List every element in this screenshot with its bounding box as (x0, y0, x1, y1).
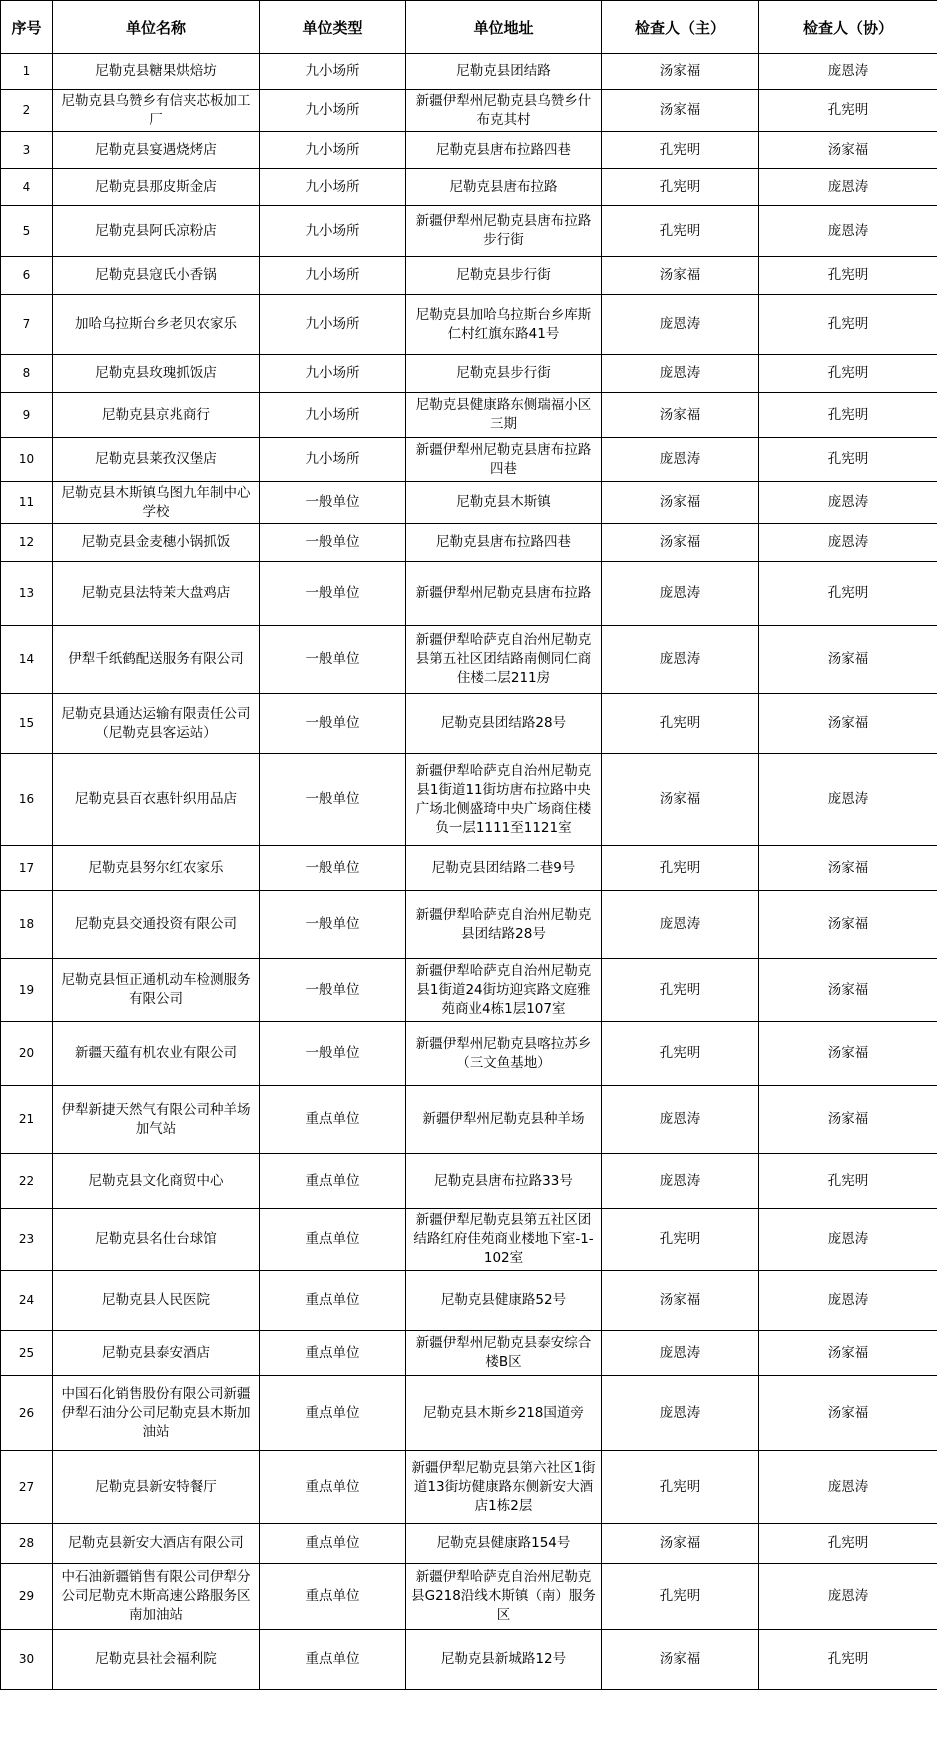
table-row (1, 1524, 937, 1564)
table-row (1, 891, 937, 959)
cell-inspector-assist: 汤家福 (759, 132, 937, 169)
header-inspector-main: 检查人（主） (602, 1, 759, 54)
cell-unit-name: 伊犁千纸鹤配送服务有限公司 (53, 626, 260, 694)
cell-index: 26 (1, 1376, 53, 1451)
cell-unit-type: 一般单位 (260, 694, 406, 754)
cell-unit-name: 尼勒克县通达运输有限责任公司（尼勒克县客运站） (53, 694, 260, 754)
cell-unit-address: 新疆伊犁尼勒克县第五社区团结路红府佳苑商业楼地下室-1-102室 (406, 1209, 602, 1271)
cell-inspector-assist: 孔宪明 (759, 295, 937, 355)
cell-unit-address: 新疆伊犁州尼勒克县唐布拉路 (406, 562, 602, 626)
header-inspector-assist: 检查人（协） (759, 1, 937, 54)
cell-index: 12 (1, 524, 53, 562)
cell-unit-name: 尼勒克县寇氏小香锅 (53, 257, 260, 295)
cell-unit-name: 尼勒克县糖果烘焙坊 (53, 54, 260, 90)
cell-inspector-main: 孔宪明 (602, 1451, 759, 1524)
cell-index: 28 (1, 1524, 53, 1564)
table-row (1, 482, 937, 524)
cell-index: 24 (1, 1271, 53, 1331)
cell-unit-type: 一般单位 (260, 626, 406, 694)
cell-inspector-main: 孔宪明 (602, 206, 759, 257)
cell-inspector-assist: 汤家福 (759, 1331, 937, 1376)
table-row (1, 1086, 937, 1154)
cell-index: 30 (1, 1630, 53, 1690)
cell-unit-address: 尼勒克县唐布拉路四巷 (406, 524, 602, 562)
cell-unit-address: 尼勒克县木斯乡218国道旁 (406, 1376, 602, 1451)
cell-inspector-assist: 孔宪明 (759, 562, 937, 626)
cell-index: 9 (1, 393, 53, 438)
cell-unit-type: 九小场所 (260, 355, 406, 393)
table-row (1, 1154, 937, 1209)
cell-unit-type: 重点单位 (260, 1376, 406, 1451)
cell-inspector-assist: 孔宪明 (759, 393, 937, 438)
cell-index: 16 (1, 754, 53, 846)
cell-unit-name: 尼勒克县泰安酒店 (53, 1331, 260, 1376)
table-row (1, 1331, 937, 1376)
cell-unit-type: 重点单位 (260, 1154, 406, 1209)
cell-unit-address: 新疆伊犁哈萨克自治州尼勒克县1街道11街坊唐布拉路中央广场北侧盛琦中央广场商住楼负一层1111至1121室 (406, 754, 602, 846)
cell-inspector-main: 孔宪明 (602, 1022, 759, 1086)
cell-index: 10 (1, 438, 53, 482)
cell-unit-address: 尼勒克县唐布拉路 (406, 169, 602, 206)
cell-inspector-main: 庞恩涛 (602, 355, 759, 393)
cell-unit-type: 重点单位 (260, 1524, 406, 1564)
cell-index: 19 (1, 959, 53, 1022)
cell-unit-name: 尼勒克县名仕台球馆 (53, 1209, 260, 1271)
table-row (1, 1209, 937, 1271)
cell-inspector-assist: 汤家福 (759, 959, 937, 1022)
cell-inspector-main: 汤家福 (602, 754, 759, 846)
cell-inspector-assist: 孔宪明 (759, 1154, 937, 1209)
cell-inspector-assist: 汤家福 (759, 891, 937, 959)
cell-inspector-main: 汤家福 (602, 482, 759, 524)
cell-inspector-main: 庞恩涛 (602, 1086, 759, 1154)
table-row (1, 1451, 937, 1524)
header-row (1, 1, 937, 54)
cell-inspector-main: 庞恩涛 (602, 295, 759, 355)
cell-unit-type: 一般单位 (260, 891, 406, 959)
cell-unit-type: 一般单位 (260, 959, 406, 1022)
cell-inspector-assist: 孔宪明 (759, 257, 937, 295)
cell-unit-type: 九小场所 (260, 295, 406, 355)
cell-inspector-main: 庞恩涛 (602, 562, 759, 626)
cell-inspector-assist: 汤家福 (759, 626, 937, 694)
cell-index: 3 (1, 132, 53, 169)
cell-unit-address: 新疆伊犁州尼勒克县泰安综合楼B区 (406, 1331, 602, 1376)
header-index: 序号 (1, 1, 53, 54)
cell-inspector-assist: 庞恩涛 (759, 524, 937, 562)
cell-inspector-main: 庞恩涛 (602, 891, 759, 959)
cell-inspector-main: 庞恩涛 (602, 1331, 759, 1376)
cell-unit-name: 尼勒克县交通投资有限公司 (53, 891, 260, 959)
cell-unit-name: 伊犁新捷天然气有限公司种羊场加气站 (53, 1086, 260, 1154)
cell-inspector-main: 孔宪明 (602, 1564, 759, 1630)
cell-unit-name: 尼勒克县法特茉大盘鸡店 (53, 562, 260, 626)
cell-unit-type: 一般单位 (260, 482, 406, 524)
cell-unit-address: 尼勒克县木斯镇 (406, 482, 602, 524)
cell-inspector-assist: 孔宪明 (759, 90, 937, 132)
table-row (1, 524, 937, 562)
cell-index: 23 (1, 1209, 53, 1271)
table-row (1, 355, 937, 393)
cell-unit-type: 一般单位 (260, 754, 406, 846)
cell-unit-address: 新疆伊犁尼勒克县第六社区1街道13街坊健康路东侧新安大酒店1栋2层 (406, 1451, 602, 1524)
cell-index: 6 (1, 257, 53, 295)
cell-index: 22 (1, 1154, 53, 1209)
cell-index: 29 (1, 1564, 53, 1630)
table-row (1, 132, 937, 169)
cell-inspector-assist: 庞恩涛 (759, 1271, 937, 1331)
cell-inspector-main: 孔宪明 (602, 694, 759, 754)
cell-inspector-main: 汤家福 (602, 1524, 759, 1564)
cell-index: 8 (1, 355, 53, 393)
cell-inspector-assist: 孔宪明 (759, 438, 937, 482)
cell-unit-address: 尼勒克县唐布拉路33号 (406, 1154, 602, 1209)
cell-unit-name: 尼勒克县金麦穗小锅抓饭 (53, 524, 260, 562)
cell-inspector-assist: 孔宪明 (759, 355, 937, 393)
cell-inspector-main: 汤家福 (602, 90, 759, 132)
cell-index: 13 (1, 562, 53, 626)
cell-unit-type: 九小场所 (260, 206, 406, 257)
table-row (1, 1271, 937, 1331)
cell-unit-address: 新疆伊犁哈萨克自治州尼勒克县团结路28号 (406, 891, 602, 959)
cell-unit-type: 一般单位 (260, 524, 406, 562)
cell-unit-address: 尼勒克县健康路154号 (406, 1524, 602, 1564)
cell-inspector-main: 孔宪明 (602, 846, 759, 891)
cell-unit-name: 尼勒克县文化商贸中心 (53, 1154, 260, 1209)
cell-inspector-assist: 庞恩涛 (759, 1451, 937, 1524)
cell-index: 25 (1, 1331, 53, 1376)
cell-unit-name: 尼勒克县那皮斯金店 (53, 169, 260, 206)
cell-unit-type: 九小场所 (260, 438, 406, 482)
cell-index: 5 (1, 206, 53, 257)
cell-unit-type: 九小场所 (260, 393, 406, 438)
cell-unit-name: 尼勒克县阿氏凉粉店 (53, 206, 260, 257)
cell-inspector-main: 孔宪明 (602, 1209, 759, 1271)
cell-index: 7 (1, 295, 53, 355)
cell-inspector-main: 汤家福 (602, 54, 759, 90)
cell-inspector-main: 汤家福 (602, 524, 759, 562)
cell-unit-address: 新疆伊犁哈萨克自治州尼勒克县1街道24街坊迎宾路文庭雅苑商业4栋1层107室 (406, 959, 602, 1022)
cell-inspector-assist: 庞恩涛 (759, 54, 937, 90)
table-row (1, 257, 937, 295)
cell-index: 15 (1, 694, 53, 754)
cell-unit-address: 新疆伊犁州尼勒克县唐布拉路步行街 (406, 206, 602, 257)
cell-index: 20 (1, 1022, 53, 1086)
cell-inspector-main: 庞恩涛 (602, 626, 759, 694)
cell-unit-name: 尼勒克县莱孜汉堡店 (53, 438, 260, 482)
cell-index: 21 (1, 1086, 53, 1154)
cell-inspector-assist: 孔宪明 (759, 1524, 937, 1564)
table-row (1, 169, 937, 206)
cell-unit-name: 中石油新疆销售有限公司伊犁分公司尼勒克木斯高速公路服务区南加油站 (53, 1564, 260, 1630)
table-row (1, 754, 937, 846)
cell-unit-name: 尼勒克县玫瑰抓饭店 (53, 355, 260, 393)
cell-unit-address: 尼勒克县步行街 (406, 355, 602, 393)
cell-inspector-main: 汤家福 (602, 1271, 759, 1331)
cell-unit-address: 尼勒克县健康路东侧瑞福小区三期 (406, 393, 602, 438)
cell-inspector-assist: 汤家福 (759, 1376, 937, 1451)
cell-unit-address: 新疆伊犁哈萨克自治州尼勒克县第五社区团结路南侧同仁商住楼二层211房 (406, 626, 602, 694)
table-row (1, 562, 937, 626)
cell-inspector-assist: 汤家福 (759, 1086, 937, 1154)
cell-index: 27 (1, 1451, 53, 1524)
cell-unit-name: 尼勒克县百衣惠针织用品店 (53, 754, 260, 846)
table-row (1, 626, 937, 694)
cell-unit-name: 尼勒克县乌赞乡有信夹芯板加工厂 (53, 90, 260, 132)
cell-unit-name: 尼勒克县努尔红农家乐 (53, 846, 260, 891)
cell-unit-name: 新疆天蕴有机农业有限公司 (53, 1022, 260, 1086)
cell-inspector-assist: 孔宪明 (759, 1630, 937, 1690)
cell-unit-address: 新疆伊犁州尼勒克县乌赞乡什布克其村 (406, 90, 602, 132)
cell-unit-type: 重点单位 (260, 1331, 406, 1376)
cell-unit-address: 新疆伊犁州尼勒克县种羊场 (406, 1086, 602, 1154)
cell-inspector-main: 汤家福 (602, 257, 759, 295)
cell-unit-type: 一般单位 (260, 562, 406, 626)
cell-unit-type: 重点单位 (260, 1271, 406, 1331)
cell-unit-name: 中国石化销售股份有限公司新疆伊犁石油分公司尼勒克县木斯加油站 (53, 1376, 260, 1451)
cell-index: 4 (1, 169, 53, 206)
cell-unit-type: 重点单位 (260, 1209, 406, 1271)
cell-unit-name: 加哈乌拉斯台乡老贝农家乐 (53, 295, 260, 355)
cell-unit-address: 尼勒克县新城路12号 (406, 1630, 602, 1690)
cell-unit-type: 九小场所 (260, 169, 406, 206)
table-row (1, 1022, 937, 1086)
cell-inspector-main: 庞恩涛 (602, 1376, 759, 1451)
table-row (1, 1630, 937, 1690)
header-unit-address: 单位地址 (406, 1, 602, 54)
cell-inspector-assist: 庞恩涛 (759, 754, 937, 846)
cell-inspector-assist: 庞恩涛 (759, 1209, 937, 1271)
cell-inspector-assist: 汤家福 (759, 1022, 937, 1086)
cell-inspector-main: 孔宪明 (602, 132, 759, 169)
cell-unit-name: 尼勒克县人民医院 (53, 1271, 260, 1331)
cell-inspector-assist: 庞恩涛 (759, 206, 937, 257)
table-row (1, 694, 937, 754)
cell-inspector-assist: 庞恩涛 (759, 1564, 937, 1630)
cell-inspector-main: 庞恩涛 (602, 1154, 759, 1209)
cell-unit-name: 尼勒克县木斯镇乌图九年制中心学校 (53, 482, 260, 524)
table-row (1, 959, 937, 1022)
cell-unit-type: 九小场所 (260, 90, 406, 132)
cell-inspector-assist: 庞恩涛 (759, 169, 937, 206)
cell-unit-name: 尼勒克县恒正通机动车检测服务有限公司 (53, 959, 260, 1022)
cell-inspector-main: 孔宪明 (602, 169, 759, 206)
cell-unit-type: 重点单位 (260, 1564, 406, 1630)
table-row (1, 295, 937, 355)
cell-unit-type: 重点单位 (260, 1630, 406, 1690)
cell-index: 2 (1, 90, 53, 132)
table-row (1, 90, 937, 132)
cell-unit-type: 重点单位 (260, 1451, 406, 1524)
cell-unit-address: 新疆伊犁州尼勒克县喀拉苏乡（三文鱼基地） (406, 1022, 602, 1086)
cell-unit-name: 尼勒克县京兆商行 (53, 393, 260, 438)
table-row (1, 846, 937, 891)
cell-unit-type: 九小场所 (260, 257, 406, 295)
cell-unit-name: 尼勒克县新安特餐厅 (53, 1451, 260, 1524)
cell-inspector-main: 汤家福 (602, 1630, 759, 1690)
table-row (1, 206, 937, 257)
cell-index: 1 (1, 54, 53, 90)
cell-unit-address: 尼勒克县步行街 (406, 257, 602, 295)
cell-unit-address: 尼勒克县唐布拉路四巷 (406, 132, 602, 169)
table-row (1, 54, 937, 90)
header-unit-type: 单位类型 (260, 1, 406, 54)
cell-unit-address: 尼勒克县加哈乌拉斯台乡库斯仁村红旗东路41号 (406, 295, 602, 355)
cell-unit-type: 九小场所 (260, 132, 406, 169)
table-row (1, 1376, 937, 1451)
cell-inspector-assist: 汤家福 (759, 694, 937, 754)
cell-inspector-main: 孔宪明 (602, 959, 759, 1022)
cell-unit-address: 尼勒克县团结路二巷9号 (406, 846, 602, 891)
cell-unit-name: 尼勒克县宴遇烧烤店 (53, 132, 260, 169)
cell-unit-name: 尼勒克县新安大酒店有限公司 (53, 1524, 260, 1564)
cell-inspector-main: 汤家福 (602, 393, 759, 438)
table-row (1, 1564, 937, 1630)
cell-unit-address: 尼勒克县健康路52号 (406, 1271, 602, 1331)
cell-index: 17 (1, 846, 53, 891)
cell-inspector-assist: 汤家福 (759, 846, 937, 891)
table-row (1, 393, 937, 438)
cell-unit-type: 一般单位 (260, 1022, 406, 1086)
cell-inspector-assist: 庞恩涛 (759, 482, 937, 524)
cell-unit-type: 一般单位 (260, 846, 406, 891)
cell-unit-type: 重点单位 (260, 1086, 406, 1154)
header-unit-name: 单位名称 (53, 1, 260, 54)
cell-index: 14 (1, 626, 53, 694)
cell-unit-name: 尼勒克县社会福利院 (53, 1630, 260, 1690)
cell-inspector-main: 庞恩涛 (602, 438, 759, 482)
cell-unit-address: 尼勒克县团结路28号 (406, 694, 602, 754)
cell-unit-address: 新疆伊犁州尼勒克县唐布拉路四巷 (406, 438, 602, 482)
cell-unit-type: 九小场所 (260, 54, 406, 90)
table-row (1, 438, 937, 482)
cell-unit-address: 新疆伊犁哈萨克自治州尼勒克县G218沿线木斯镇（南）服务区 (406, 1564, 602, 1630)
cell-index: 11 (1, 482, 53, 524)
cell-unit-address: 尼勒克县团结路 (406, 54, 602, 90)
cell-index: 18 (1, 891, 53, 959)
